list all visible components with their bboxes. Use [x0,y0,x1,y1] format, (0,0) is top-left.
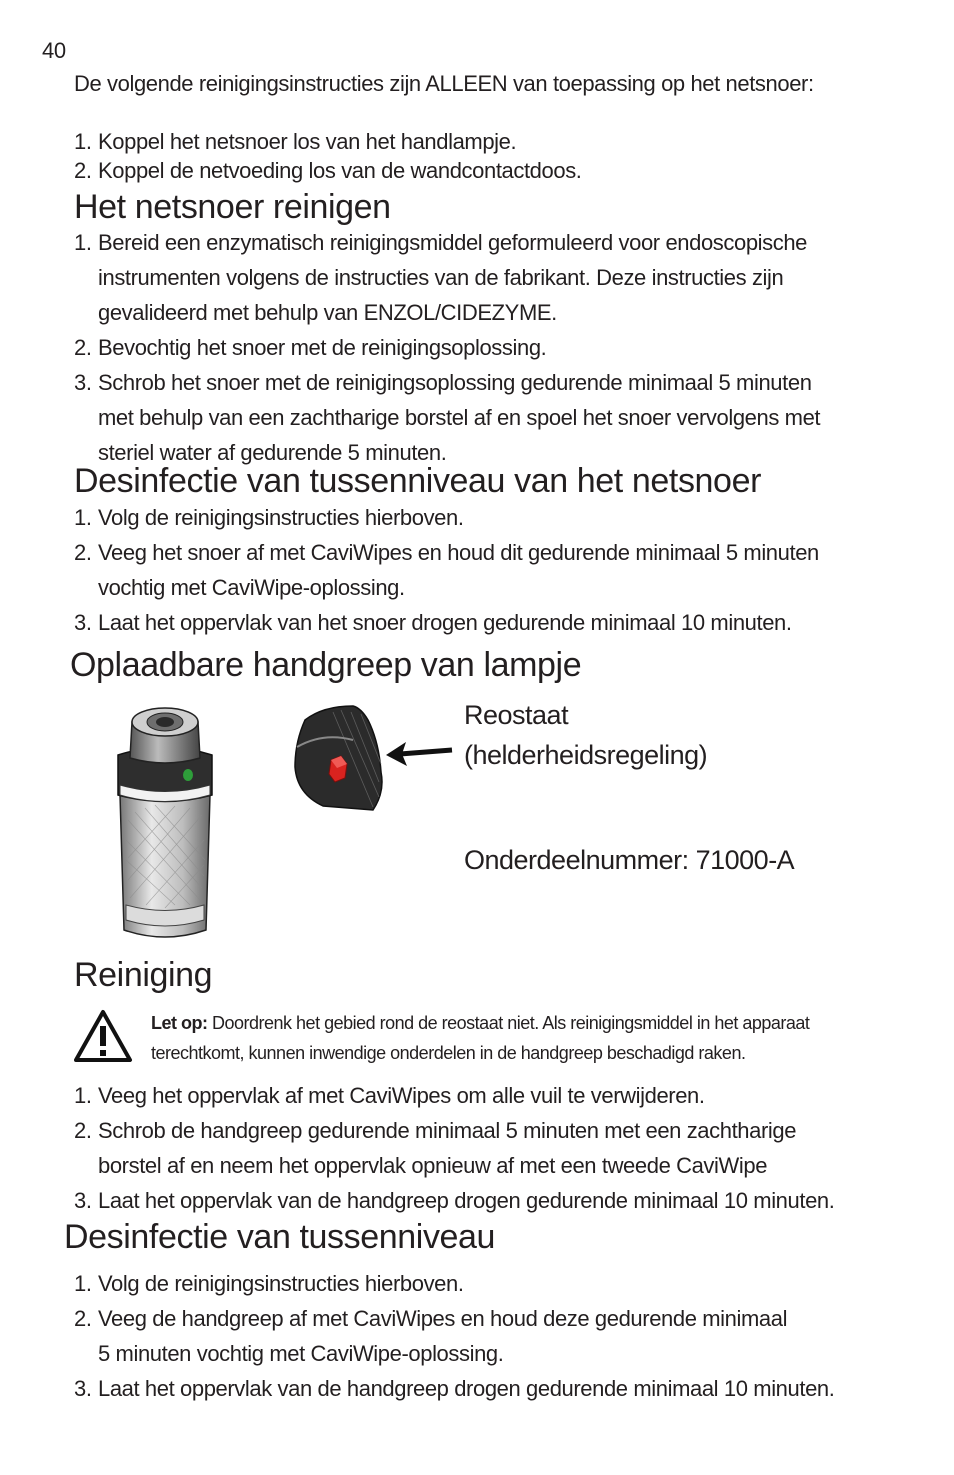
step-number: 1. [74,505,92,530]
heading-cord-cleaning: Het netsnoer reinigen [74,188,391,226]
step-line: Veeg het oppervlak af met CaviWipes om alle vuil te verwijderen. [98,1083,705,1108]
list-item [74,225,820,330]
list-item [74,535,819,605]
prep-steps [74,124,582,188]
step-line: Schrob de handgreep gedurende minimaal 5 minuten met een zachtharige [98,1118,797,1143]
step-line: Bevochtig het snoer met de reinigingsoplossing. [98,335,547,360]
list-item [74,1266,834,1301]
step-line: gevalideerd met behulp van ENZOL/CIDEZYME. [98,300,557,325]
step-number: 1. [74,1083,92,1108]
list-item [74,1078,834,1113]
step-line: steriel water af gedurende 5 minuten. [98,440,447,465]
caution-text: Doordrenk het gebied rond de reostaat niet. Als reinigingsmiddel in het apparaat terechtkomt, kunnen inwendige onderdelen in de handgreep beschadigd raken. [151,1013,810,1063]
step-number: 2. [74,335,92,360]
step-line: Schrob het snoer met de reinigingsoplossing gedurende minimaal 5 minuten [98,370,812,395]
list-item [74,1113,834,1183]
step-number: 2. [74,158,92,183]
step-line: Laat het oppervlak van het snoer drogen gedurende minimaal 10 minuten. [98,610,792,635]
step-text: Koppel het netsnoer los van het handlampje. [98,129,517,154]
step-number: 2. [74,1306,92,1331]
step-line: Laat het oppervlak van de handgreep drogen gedurende minimaal 10 minuten. [98,1188,835,1213]
step-line: met behulp van een zachtharige borstel af en spoel het snoer vervolgens met [98,405,821,430]
heading-cord-disinfection: Desinfectie van tussenniveau van het netsnoer [74,462,762,500]
warning-triangle-icon [72,1008,134,1064]
step-number: 1. [74,1271,92,1296]
caution-note [151,1008,896,1068]
caution-label: Let op: [151,1013,208,1033]
step-text: Koppel de netvoeding los van de wandcontactdoos. [98,158,582,183]
step-number: 2. [74,540,92,565]
step-number: 1. [74,230,92,255]
step-number: 3. [74,1188,92,1213]
step-line: vochtig met CaviWipe-oplossing. [98,575,405,600]
step-number: 2. [74,1118,92,1143]
list-item [74,605,819,640]
pointer-arrow-icon [384,738,454,770]
rheostat-closeup [293,702,388,812]
list-item [74,1301,834,1371]
step-line: Veeg het snoer af met CaviWipes en houd dit gedurende minimaal 5 minuten [98,540,819,565]
step-line: Laat het oppervlak van de handgreep drogen gedurende minimaal 10 minuten. [98,1376,835,1401]
step-number: 3. [74,1376,92,1401]
intro-text: De volgende reinigingsinstructies zijn ALLEEN van toepassing op het netsnoer: [74,71,814,96]
step-number: 3. [74,370,92,395]
step-number: 1. [74,129,92,154]
cleaning-steps [74,1078,834,1218]
handle-illustration [110,700,220,950]
cord-disinfection-steps [74,500,819,640]
list-item [74,365,820,470]
step-line: Bereid een enzymatisch reinigingsmiddel geformuleerd voor endoscopische [98,230,808,255]
step-line: instrumenten volgens de instructies van de fabrikant. Deze instructies zijn [98,265,784,290]
heading-disinfection: Desinfectie van tussenniveau [64,1218,496,1256]
disinfection-steps [74,1266,834,1406]
rheostat-label-line1: Reostaat [464,700,569,730]
page-number: 40 [42,38,66,63]
heading-cleaning: Reiniging [74,956,213,994]
list-item [74,1183,834,1218]
rheostat-label [464,695,707,775]
step-line: Volg de reinigingsinstructies hierboven. [98,505,464,530]
cord-cleaning-steps [74,225,820,470]
rheostat-label-line2: (helderheidsregeling) [464,740,708,770]
list-item [74,500,819,535]
step-line: 5 minuten vochtig met CaviWipe-oplossing. [98,1341,504,1366]
heading-handle: Oplaadbare handgreep van lampje [70,646,582,684]
list-item [74,330,820,365]
list-item [74,153,582,188]
step-line: Volg de reinigingsinstructies hierboven. [98,1271,464,1296]
part-number-label: Onderdeelnummer: 71000-A [464,845,795,875]
list-item [74,1371,834,1406]
step-number: 3. [74,610,92,635]
step-line: Veeg de handgreep af met CaviWipes en houd deze gedurende minimaal [98,1306,788,1331]
step-line: borstel af en neem het oppervlak opnieuw af met een tweede CaviWipe [98,1153,768,1178]
